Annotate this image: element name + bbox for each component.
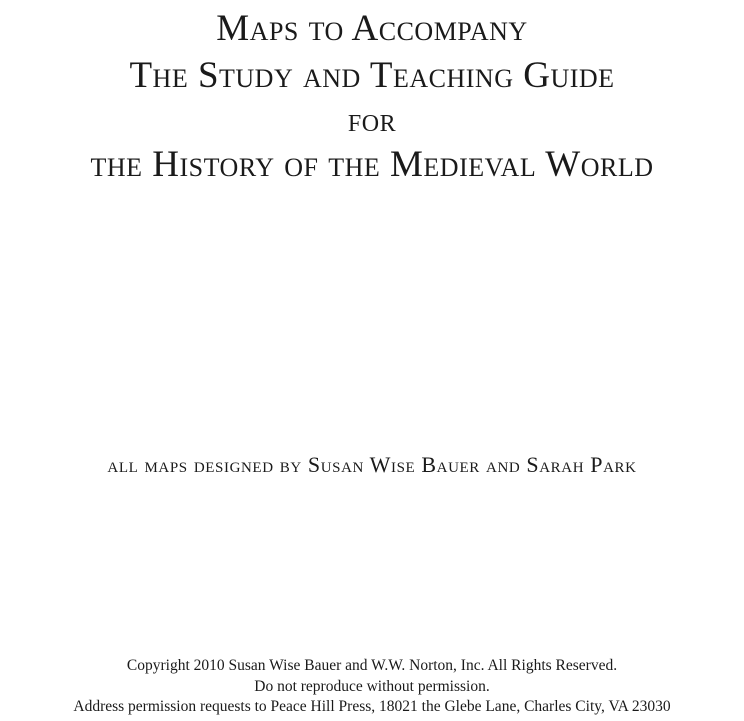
title-line-3: for [347,102,397,139]
map-credit: all maps designed by Susan Wise Bauer and Sarah Park [107,452,637,477]
title-line-4: the History of the Medieval World [90,144,654,185]
copyright-notice [0,656,744,718]
title-line-1: Maps to Accompany [216,8,528,49]
copyright-line-3: Address permission requests to Peace Hill Press, 18021 the Glebe Lane, Charles City, VA 23030 [73,698,671,715]
page-title [0,10,744,183]
copyright-line-1: Copyright 2010 Susan Wise Bauer and W.W. Norton, Inc. All Rights Reserved. [126,657,618,674]
title-line-2: The Study and Teaching Guide [129,55,615,96]
copyright-line-2: Do not reproduce without permission. [254,677,490,695]
